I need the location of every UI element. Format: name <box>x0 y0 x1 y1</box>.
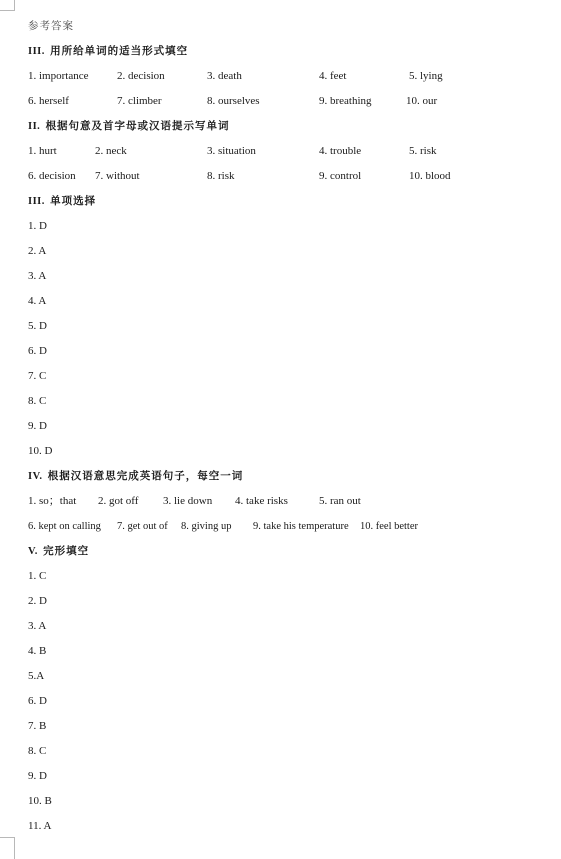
corner-mark-bottom-v <box>14 837 15 859</box>
section-heading-4 <box>28 464 548 489</box>
answer-item: 1. importance <box>28 70 89 82</box>
answer-item: 8. giving up <box>181 521 232 532</box>
answer-line: 7. B <box>28 720 47 732</box>
corner-mark-top-h <box>0 10 14 11</box>
section-title: 单项选择 <box>50 196 97 207</box>
answer-item: 10. blood <box>409 170 451 182</box>
answer-line: 8. C <box>28 745 47 757</box>
answer-item: 3. situation <box>207 145 256 157</box>
answer-item: 6. decision <box>28 170 76 182</box>
answer-row <box>28 64 548 89</box>
answer-line: 8. C <box>28 395 47 407</box>
answer-item: 10. feel better <box>360 521 419 532</box>
answer-item: 2. neck <box>95 145 127 157</box>
answer-item: 3. lie down <box>163 495 213 507</box>
answer-line: 5.A <box>28 670 45 682</box>
corner-mark-bottom-h <box>0 837 14 838</box>
answer-item: 2. decision <box>117 70 165 82</box>
answer-item: 7. get out of <box>117 521 168 532</box>
answer-item: 5. risk <box>409 145 437 157</box>
section-title: 根据句意及首字母或汉语提示写单词 <box>45 121 230 132</box>
section-title: 完形填空 <box>43 546 90 557</box>
answer-line: 9. D <box>28 770 47 782</box>
answer-line: 4. A <box>28 295 47 307</box>
answer-line: 5. D <box>28 320 47 332</box>
answer-item: 1. hurt <box>28 145 57 157</box>
answer-row <box>28 139 548 164</box>
section-number: V. <box>28 546 38 557</box>
answer-line: 9. D <box>28 420 47 432</box>
answer-line: 1. C <box>28 570 47 582</box>
answer-line: 11. A <box>28 820 52 832</box>
answer-item: 10. our <box>406 95 438 107</box>
answer-item: 7. without <box>95 170 140 182</box>
answer-item: 4. trouble <box>319 145 362 157</box>
answer-line: 6. D <box>28 695 47 707</box>
answer-item: 4. take risks <box>235 495 288 507</box>
section-number: III. <box>28 196 45 207</box>
section-heading-2 <box>28 114 548 139</box>
section-number: III. <box>28 46 45 57</box>
answer-item: 9. breathing <box>319 95 372 107</box>
answer-item: 8. ourselves <box>207 95 260 107</box>
answer-item: 1. so；that <box>28 495 77 507</box>
answer-line: 4. B <box>28 645 47 657</box>
section-title: 根据汉语意思完成英语句子，每空一词 <box>47 471 244 482</box>
section-title: 用所给单词的适当形式填空 <box>50 46 189 57</box>
answer-item: 5. ran out <box>319 495 361 507</box>
answer-line: 3. A <box>28 620 47 632</box>
answer-item: 9. take his temperature <box>253 521 349 532</box>
answer-line: 1. D <box>28 220 47 232</box>
answer-line: 2. D <box>28 595 47 607</box>
answer-item: 5. lying <box>409 70 443 82</box>
answer-line: 2. A <box>28 245 47 257</box>
answer-item: 6. herself <box>28 95 69 107</box>
answer-line: 6. D <box>28 345 47 357</box>
section-heading-1 <box>28 39 548 64</box>
answer-row <box>28 164 548 189</box>
section-heading-3 <box>28 189 548 214</box>
answer-item: 3. death <box>207 70 242 82</box>
section-number: IV. <box>28 471 43 482</box>
answer-item: 4. feet <box>319 70 347 82</box>
answer-item: 2. got off <box>98 495 139 507</box>
answer-row <box>28 489 548 514</box>
document-page <box>28 14 548 839</box>
answer-row <box>28 514 548 539</box>
answer-line: 7. C <box>28 370 47 382</box>
page-title: 参考答案 <box>28 21 74 32</box>
section-number: II. <box>28 121 41 132</box>
corner-mark-top-v <box>14 0 15 11</box>
answer-line: 10. D <box>28 445 53 457</box>
answer-row <box>28 89 548 114</box>
answer-item: 9. control <box>319 170 362 182</box>
answer-item: 7. climber <box>117 95 162 107</box>
answer-line: 3. A <box>28 270 47 282</box>
answer-item: 6. kept on calling <box>28 521 101 532</box>
section-heading-5 <box>28 539 548 564</box>
answer-item: 8. risk <box>207 170 235 182</box>
answer-line: 10. B <box>28 795 52 807</box>
